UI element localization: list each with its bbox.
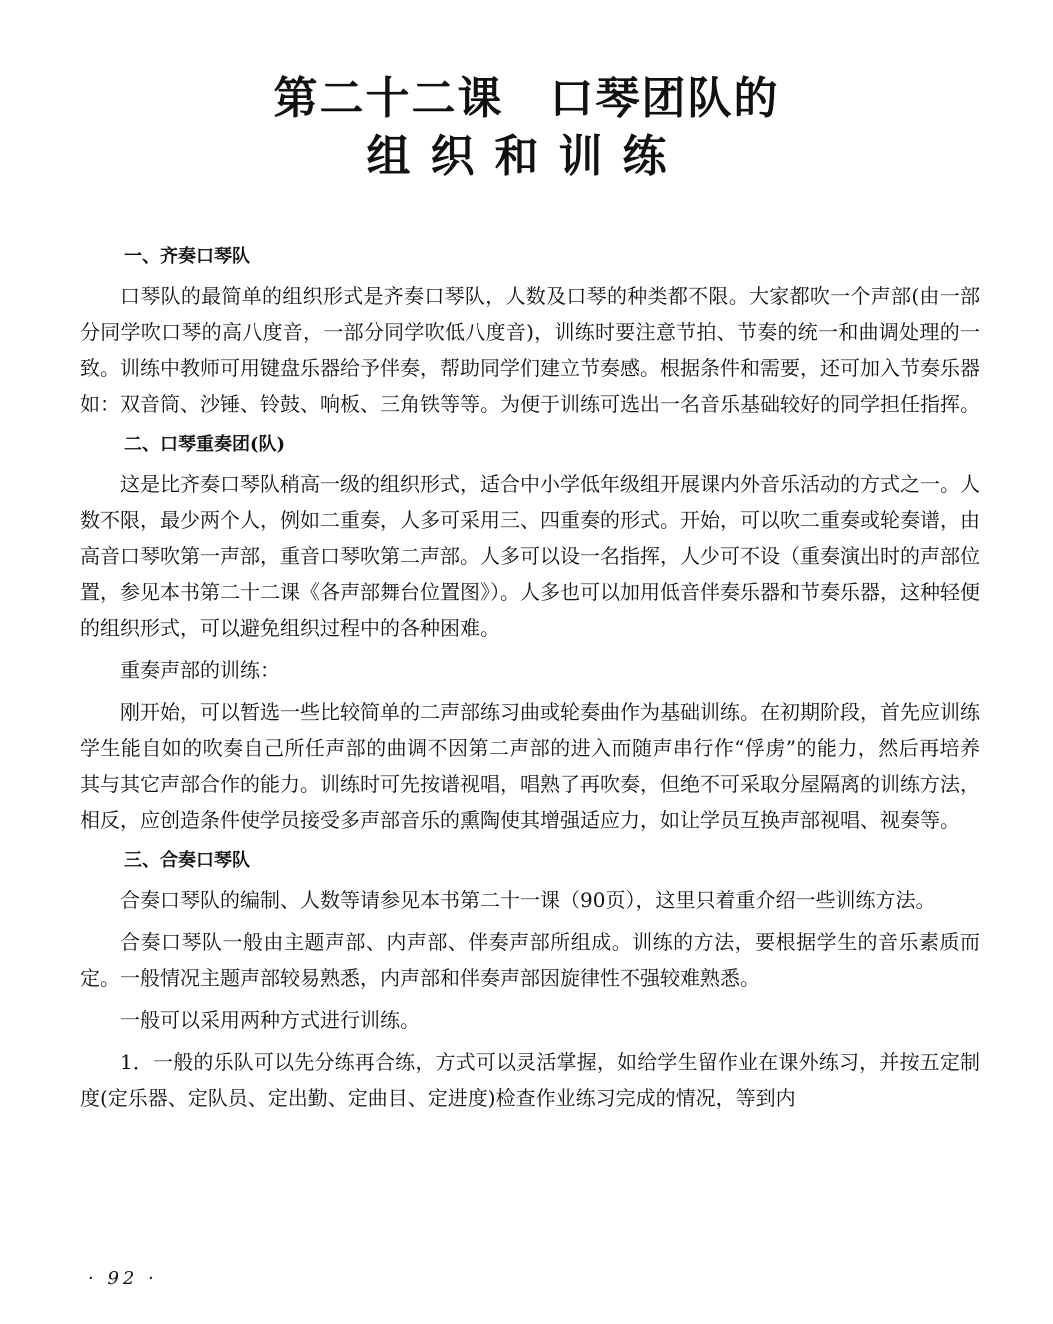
lesson-title-line-1: 第二十二课 口琴团队的 bbox=[273, 73, 780, 124]
lesson-content bbox=[80, 240, 980, 1116]
lesson-title-line-2: 组织和训练 bbox=[366, 131, 687, 182]
section-1-paragraph-1: 口琴队的最简单的组织形式是齐奏口琴队，人数及口琴的种类都不限。大家都吹一个声部(由一部分同学吹口琴的高八度音，一部分同学吹低八度音)，训练时要注意节拍、节奏的统一和曲调处理的一致。训练中教师可用键盘乐器给予伴奏，帮助同学们建立节奏感。根据条件和需要，还可加入节奏乐器如：双音筒、沙锤、铃鼓、响板、三角铁等等。为便于训练可选出一名音乐基础较好的同学担任指挥。 bbox=[80, 284, 980, 416]
section-3-paragraph-3: 一般可以采用两种方式进行训练。 bbox=[120, 1008, 420, 1032]
section-3-paragraph-2: 合奏口琴队一般由主题声部、内声部、伴奏声部所组成。训练的方法，要根据学生的音乐素质而定。一般情况主题声部较易熟悉，内声部和伴奏声部因旋律性不强较难熟悉。 bbox=[80, 930, 980, 990]
section-2-paragraph-2: 刚开始，可以暂选一些比较简单的二声部练习曲或轮奏曲作为基础训练。在初期阶段，首先应训练学生能自如的吹奏自己所任声部的曲调不因第二声部的进入而随声串行作“俘虏”的能力，然后再培养其与其它声部合作的能力。训练时可先按谱视唱，唱熟了再吹奏，但绝不可采取分屋隔离的训练方法，相反，应创造条件使学员接受多声部音乐的熏陶使其增强适应力，如让学员互换声部视唱、视奏等。 bbox=[80, 700, 980, 832]
section-2-subheading: 重奏声部的训练： bbox=[120, 658, 280, 682]
section-3-paragraph-4: 1．一般的乐队可以先分练再合练，方式可以灵活掌握，如给学生留作业在课外练习，并按五定制度(定乐器、定队员、定出勤、定曲目、定进度)检查作业练习完成的情况，等到内 bbox=[80, 1050, 980, 1110]
section-3-paragraph-1: 合奏口琴队的编制、人数等请参见本书第二十一课（90页），这里只着重介绍一些训练方法。 bbox=[120, 888, 936, 912]
page-number: · 92 · bbox=[88, 1268, 158, 1289]
section-heading-3: 三、合奏口琴队 bbox=[124, 850, 250, 871]
section-heading-2: 二、口琴重奏团(队) bbox=[124, 434, 286, 455]
section-heading-1: 一、齐奏口琴队 bbox=[124, 246, 250, 267]
section-2-paragraph-1: 这是比齐奏口琴队稍高一级的组织形式，适合中小学低年级组开展课内外音乐活动的方式之一。人数不限，最少两个人，例如二重奏，人多可采用三、四重奏的形式。开始，可以吹二重奏或轮奏谱，由高音口琴吹第一声部，重音口琴吹第二声部。人多可以设一名指挥，人少可不设（重奏演出时的声部位置，参见本书第二十二课《各声部舞台位置图》）。人多也可以加用低音伴奏乐器和节奏乐器，这种轻便的组织形式，可以避免组织过程中的各种困难。 bbox=[80, 472, 980, 640]
